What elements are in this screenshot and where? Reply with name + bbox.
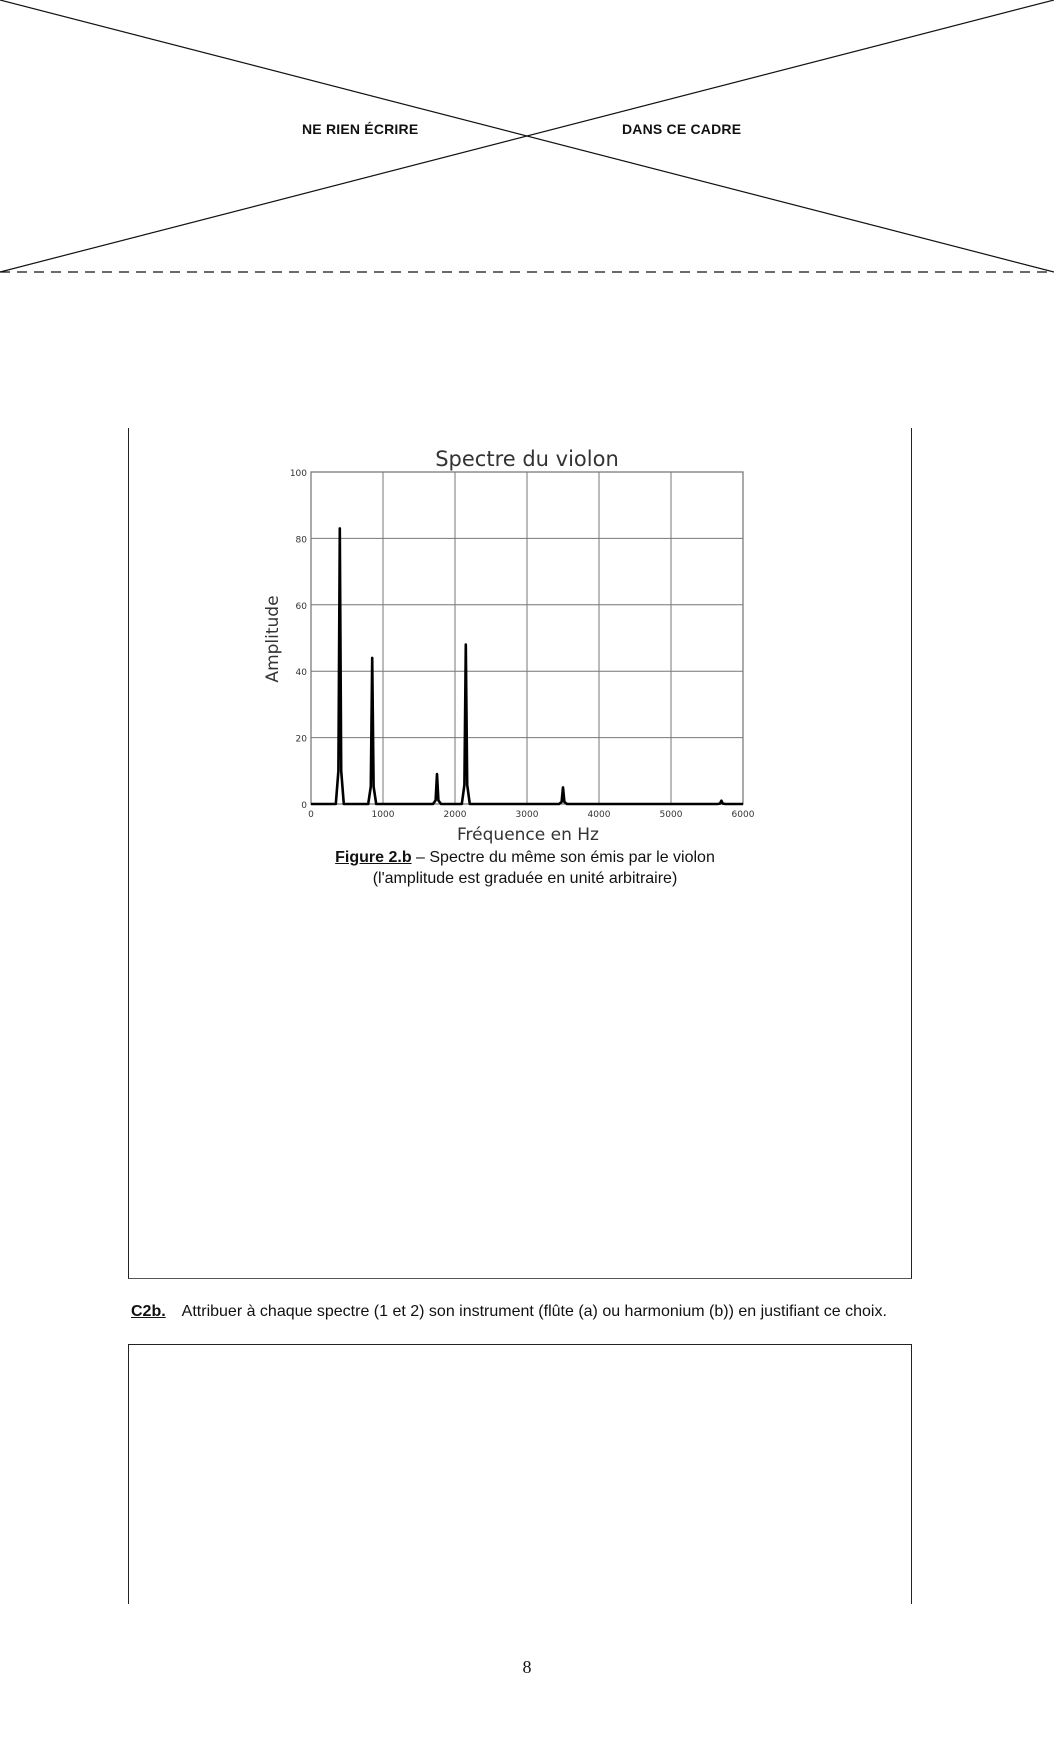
spectrum-peak xyxy=(371,657,373,659)
y-tick-label: 100 xyxy=(289,469,307,479)
spectrum-peak xyxy=(436,773,438,775)
x-tick-label: 0 xyxy=(308,810,314,820)
y-axis-label: Amplitude xyxy=(263,595,283,683)
question-text: Attribuer à chaque spectre (1 et 2) son instrument (flûte (a) ou harmonium (b)) en justifiant ce choix. xyxy=(181,1303,887,1320)
y-tick-label: 0 xyxy=(301,801,307,811)
y-tick-label: 60 xyxy=(295,601,307,612)
y-tick-label: 20 xyxy=(295,734,307,745)
x-tick-label: 2000 xyxy=(443,810,467,820)
figure-label: Figure 2.b xyxy=(335,849,412,866)
figure-caption xyxy=(200,849,850,867)
question-label: C2b. xyxy=(131,1303,166,1320)
no-write-label-left: NE RIEN ÉCRIRE xyxy=(302,121,419,137)
x-tick-label: 6000 xyxy=(731,810,755,820)
page-number: 8 xyxy=(522,1657,532,1677)
spectrum-peak xyxy=(465,644,467,646)
x-tick-label: 5000 xyxy=(659,810,683,820)
y-tick-label: 40 xyxy=(295,668,307,679)
x-axis-label: Fréquence en Hz xyxy=(457,825,599,845)
figure-caption-text: – Spectre du même son émis par le violon xyxy=(411,849,715,866)
x-tick-label: 4000 xyxy=(587,810,611,820)
x-tick-label: 3000 xyxy=(515,810,539,820)
spectrum-peak xyxy=(562,787,564,789)
no-write-zone xyxy=(0,0,1054,280)
no-write-label-right: DANS CE CADRE xyxy=(622,121,742,137)
question-c2b xyxy=(131,1302,911,1322)
answer-box-c2b[interactable] xyxy=(128,1344,912,1604)
y-tick-label: 80 xyxy=(295,535,307,546)
figure-caption-line2: (l'amplitude est graduée en unité arbitraire) xyxy=(372,870,678,887)
chart-title: Spectre du violon xyxy=(435,447,619,471)
spectrum-peak xyxy=(339,528,341,530)
violin-spectrum-chart xyxy=(250,440,780,850)
x-tick-label: 1000 xyxy=(371,810,395,820)
spectrum-peak xyxy=(721,800,723,802)
